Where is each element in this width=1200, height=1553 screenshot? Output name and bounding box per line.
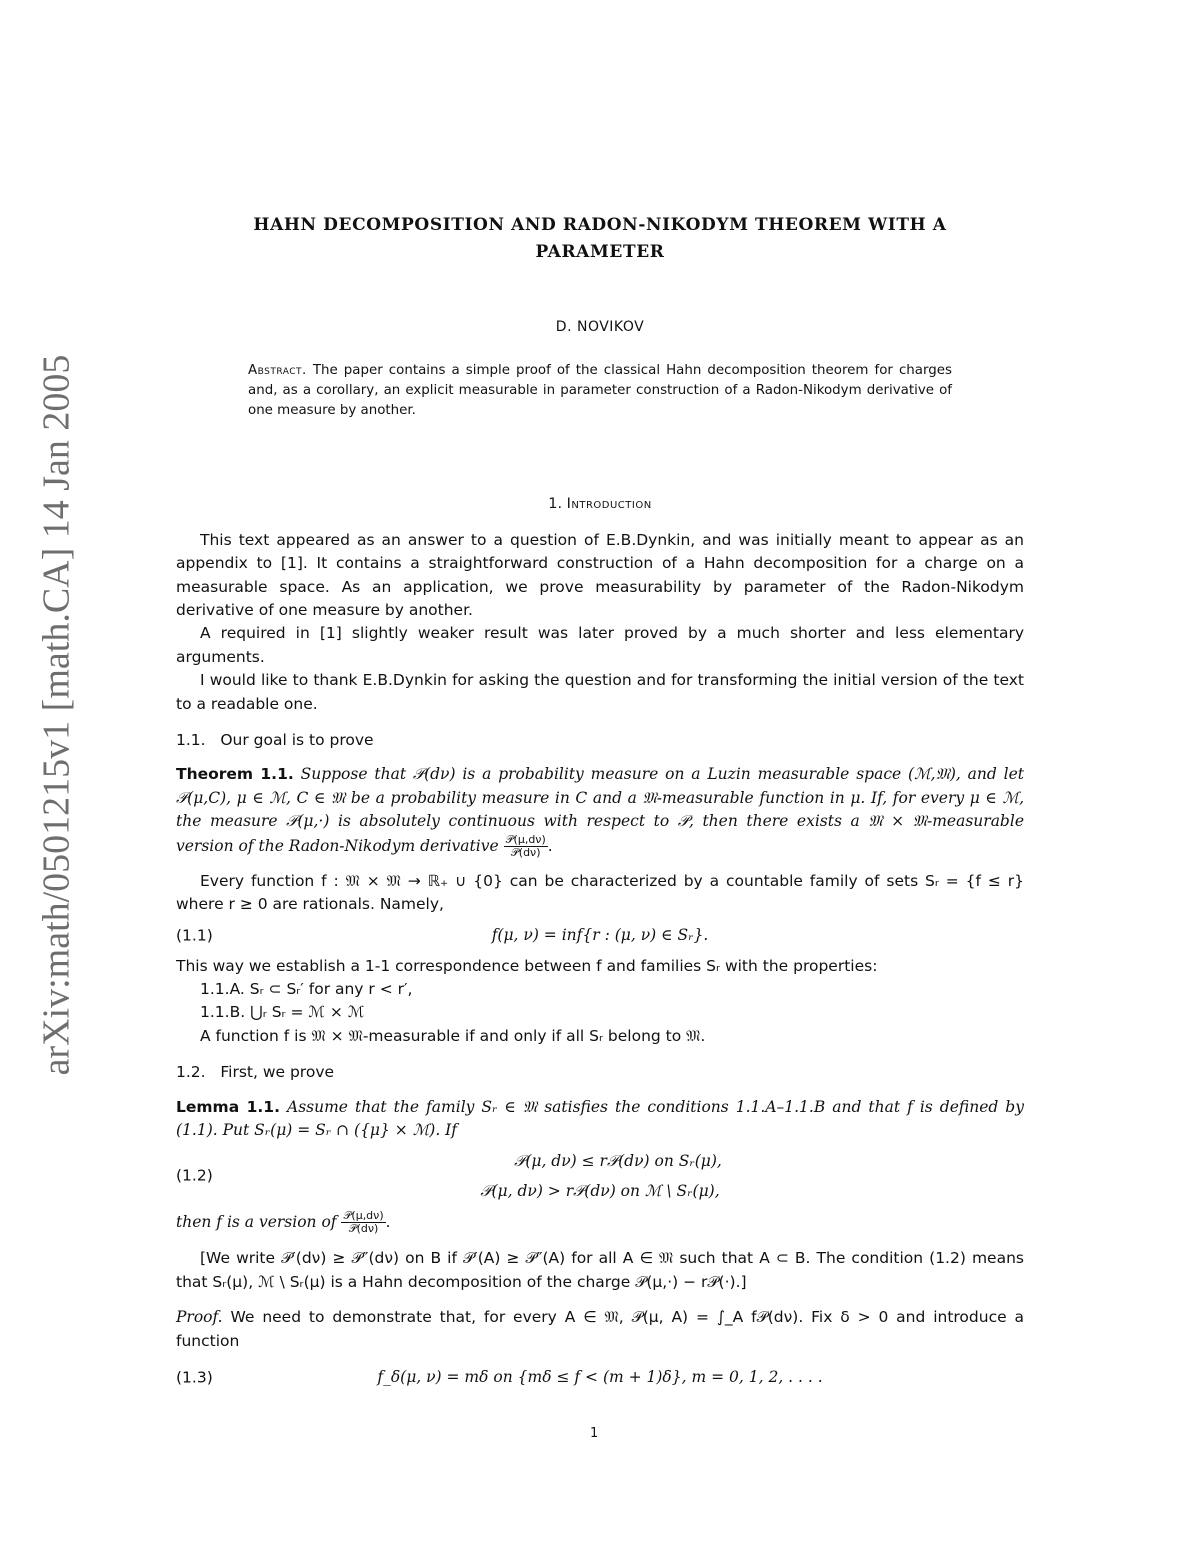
equation-1-3-expression: f_δ(μ, ν) = mδ on {mδ ≤ f < (m + 1)δ}, m = 0, 1, 2, . . . . [377, 1368, 823, 1387]
proof-text: We need to demonstrate that, for every A ∈ 𝔐, 𝒫(μ, A) = ∫_A f𝒫(dν). Fix δ > 0 and introduce a function [176, 1308, 1024, 1350]
lemma-label: Lemma 1.1. [176, 1097, 280, 1116]
lemma-conclusion [176, 1210, 1024, 1235]
lemma-conclusion-text: then f is a version of [176, 1213, 337, 1232]
title-line-2: PARAMETER [535, 242, 665, 262]
theorem-fraction-numerator: 𝒫(μ,dν) [505, 832, 546, 846]
section-title: Introduction [566, 496, 652, 513]
equation-1-3-number: (1.3) [176, 1368, 213, 1387]
equation-1-2-line-1: 𝒫(μ, dν) ≤ r𝒫(dν) on Sᵣ(μ), [514, 1152, 722, 1171]
subsection-1-2-text: First, we prove [220, 1063, 335, 1082]
equation-1-2 [176, 1144, 1024, 1208]
subsection-1-1-number: 1.1. [176, 731, 206, 750]
equation-1-2-line-2: 𝒫(μ, dν) > r𝒫(dν) on ℳ \ Sᵣ(μ), [480, 1182, 720, 1201]
property-1-1-a: 1.1.A. Sᵣ ⊂ Sᵣ′ for any r < r′, [200, 979, 413, 998]
paragraph-this-way: This way we establish a 1-1 correspondence between f and families Sᵣ with the properties: [176, 956, 878, 975]
equation-1-2-number: (1.2) [176, 1166, 213, 1185]
subsection-1-1 [176, 729, 1024, 752]
arxiv-stamp [34, 330, 78, 1100]
equation-1-1-expression: f(μ, ν) = inf{r : (μ, ν) ∈ Sᵣ}. [491, 925, 709, 944]
subsection-1-2-number: 1.2. [176, 1063, 206, 1082]
section-number: 1. [548, 496, 563, 513]
arxiv-stamp-text: arXiv:math/0501215v1 [math.CA] 14 Jan 2005 [35, 354, 78, 1076]
proof [176, 1306, 1024, 1353]
lemma-fraction-numerator: 𝒫(μ,dν) [343, 1209, 384, 1223]
lemma-fraction [341, 1210, 385, 1235]
property-1-1-b: 1.1.B. ⋃ᵣ Sᵣ = ℳ × ℳ [200, 1003, 365, 1022]
intro-paragraph-2: A required in [1] slightly weaker result was later proved by a much shorter and less elementary arguments. [176, 624, 1024, 666]
abstract-text: The paper contains a simple proof of the classical Hahn decomposition theorem for charges and, as a corollary, an explicit measurable in parameter construction of a Radon-Nikodym derivative of one measure by another. [248, 363, 952, 419]
theorem-fraction-denominator: 𝒫(dν) [510, 845, 541, 859]
theorem-1-1 [176, 763, 1024, 858]
intro-paragraph-3: I would like to thank E.B.Dynkin for asking the question and for transforming the initial version of the text to a readable one. [176, 671, 1024, 713]
paragraph-a-function: A function f is 𝔐 × 𝔐-measurable if and only if all Sᵣ belong to 𝔐. [200, 1026, 706, 1045]
intro-paragraph-1: This text appeared as an answer to a question of E.B.Dynkin, and was initially meant to appear as an appendix to [1]. It contains a straightforward construction of a Hahn decomposition for a charge on a measurable space. As an application, we prove measurability by parameter of the Radon-Nikodym derivative of one measure by another. [176, 530, 1024, 620]
section-heading [176, 493, 1024, 516]
abstract-label: Abstract. [248, 363, 307, 379]
lemma-conclusion-end: . [385, 1213, 391, 1232]
lemma-fraction-denominator: 𝒫(dν) [348, 1222, 379, 1236]
theorem-text: Suppose that 𝒫(dν) is a probability measure on a Luzin measurable space (ℳ,𝔐), and let 𝒫(μ,C), μ ∈ ℳ, C ∈ 𝔐 be a probability measure in C and a 𝔐-measurable function in μ. If, for every μ ∈ ℳ, the measure 𝒫(μ,·) is absolutely continuous with respect to 𝒫, then there exists a 𝔐 × 𝔐-measurable version of the Radon-Nikodym derivative [176, 765, 1025, 855]
equation-1-1-number: (1.1) [176, 925, 213, 944]
paper-title [176, 212, 1024, 266]
proof-label: Proof. [176, 1308, 223, 1327]
subsection-1-1-text: Our goal is to prove [220, 731, 374, 750]
lemma-1-1 [176, 1096, 1024, 1143]
theorem-fraction [504, 834, 548, 859]
theorem-label: Theorem 1.1. [176, 765, 294, 784]
abstract [248, 361, 952, 421]
lemma-text: Assume that the family Sᵣ ∈ 𝔐 satisfies the conditions 1.1.A–1.1.B and that f is defined by (1.1). Put Sᵣ(μ) = Sᵣ ∩ ({μ} × ℳ). If [176, 1097, 1024, 1139]
author: D. NOVIKOV [555, 319, 645, 335]
subsection-1-2 [176, 1061, 1024, 1084]
title-line-1: HAHN DECOMPOSITION AND RADON-NIKODYM THEOREM WITH A [253, 215, 947, 235]
paragraph-every-function: Every function f : 𝔐 × 𝔐 → ℝ₊ ∪ {0} can be characterized by a countable family of sets Sᵣ = {f ≤ r} where r ≥ 0 are rationals. Namely, [176, 871, 1024, 914]
equation-1-1 [176, 919, 1024, 953]
paragraph-bracket-note: [We write 𝒫′(dν) ≥ 𝒫″(dν) on B if 𝒫′(A) ≥ 𝒫″(A) for all A ∈ 𝔐 such that A ⊂ B. The condition (1.2) means that Sᵣ(μ), ℳ \ Sᵣ(μ) is a Hahn decomposition of the charge 𝒫(μ,·) − r𝒫(·).] [176, 1249, 1024, 1291]
paper-page [176, 212, 1024, 1397]
page-number: 1 [590, 1426, 599, 1441]
equation-1-3 [176, 1361, 1024, 1395]
theorem-end: . [547, 836, 553, 855]
